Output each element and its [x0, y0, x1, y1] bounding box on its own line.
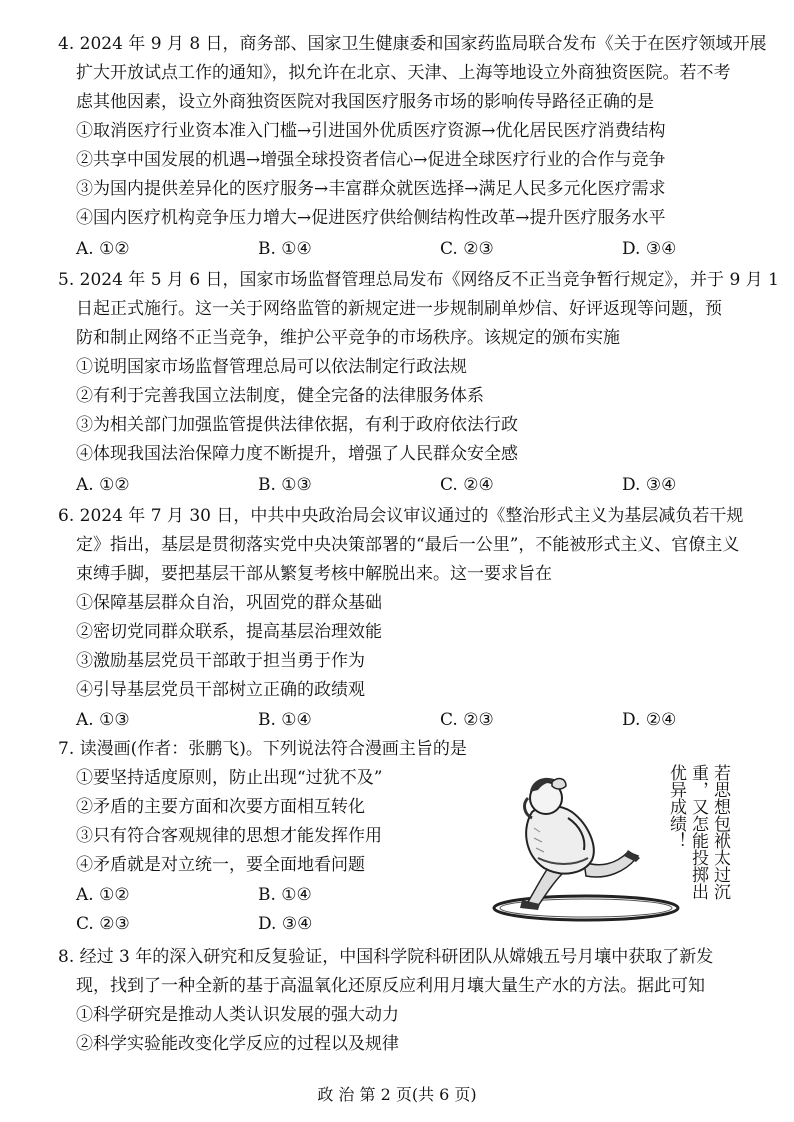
- q4-choice-b: B. ①④: [258, 239, 312, 259]
- q7-choice-d: D. ③④: [258, 914, 313, 934]
- q8-option-2: ②科学实验能改变化学反应的过程以及规律: [76, 1034, 399, 1054]
- q4-line-1: 4. 2024 年 9 月 8 日，商务部、国家卫生健康委和国家药监局联合发布《关于在医疗领域开展: [58, 34, 767, 54]
- q4-choice-d: D. ③④: [622, 239, 677, 259]
- q7-option-4: ④矛盾就是对立统一，要全面地看问题: [76, 855, 365, 875]
- q4-line-2: 扩大开放试点工作的通知》，拟允许在北京、天津、上海等地设立外商独资医院。若不考: [76, 63, 731, 83]
- q6-option-3: ③激励基层党员干部敢于担当勇于作为: [76, 651, 365, 671]
- q6-line-2: 定》指出，基层是贯彻落实党中央决策部署的“最后一公里”，不能被形式主义、官僚主义: [76, 535, 740, 555]
- q4-option-3: ③为国内提供差异化的医疗服务→丰富群众就医选择→满足人民多元化医疗需求: [76, 179, 666, 199]
- q4-choice-a: A. ①②: [76, 239, 130, 259]
- q7-choice-b: B. ①④: [258, 885, 312, 905]
- q5-option-3: ③为相关部门加强监管提供法律依据，有利于政府依法行政: [76, 415, 518, 435]
- q7-option-2: ②矛盾的主要方面和次要方面相互转化: [76, 797, 365, 817]
- q8-option-1: ①科学研究是推动人类认识发展的强大动力: [76, 1005, 399, 1025]
- q6-line-1: 6. 2024 年 7 月 30 日，中共中央政治局会议审议通过的《整治形式主义为基层减负若干规: [58, 506, 744, 526]
- cartoon-caption-col-3: 优异成绩！: [666, 764, 686, 849]
- q5-line-1: 5. 2024 年 5 月 6 日，国家市场监督管理总局发布《网络反不正当竞争暂行规定》，并于 9 月 1: [58, 270, 779, 290]
- q7-line-1: 7. 读漫画(作者：张鹏飞)。下列说法符合漫画主旨的是: [58, 739, 467, 759]
- cartoon-caption-col-2: 重，又怎能投掷出: [688, 764, 708, 900]
- q4-line-3: 虑其他因素，设立外商独资医院对我国医疗服务市场的影响传导路径正确的是: [76, 92, 654, 112]
- q7-choice-c: C. ②③: [76, 914, 130, 934]
- q7-choice-a: A. ①②: [76, 885, 130, 905]
- q4-choice-c: C. ②③: [440, 239, 494, 259]
- q7-option-3: ③只有符合客观规律的思想才能发挥作用: [76, 826, 382, 846]
- q5-line-3: 防和制止网络不正当竞争，维护公平竞争的市场秩序。该规定的颁布实施: [76, 328, 620, 348]
- q6-option-4: ④引导基层党员干部树立正确的政绩观: [76, 680, 365, 700]
- q6-line-3: 束缚手脚，要把基层干部从繁复考核中解脱出来。这一要求旨在: [76, 564, 552, 584]
- q5-option-4: ④体现我国法治保障力度不断提升，增强了人民群众安全感: [76, 444, 518, 464]
- q8-line-1: 8. 经过 3 年的深入研究和反复验证，中国科学院科研团队从嫦娥五号月壤中获取了新发: [58, 947, 714, 967]
- q6-option-1: ①保障基层群众自治，巩固党的群众基础: [76, 593, 382, 613]
- q4-option-2: ②共享中国发展的机遇→增强全球投资者信心→促进全球医疗行业的合作与竞争: [76, 150, 666, 170]
- q8-line-2: 现，找到了一种全新的基于高温氧化还原反应利用月壤大量生产水的方法。据此可知: [76, 976, 705, 996]
- q6-choice-d: D. ②④: [622, 710, 677, 730]
- q5-line-2: 日起正式施行。这一关于网络监管的新规定进一步规制刷单炒信、好评返现等问题，预: [76, 299, 722, 319]
- q5-choice-d: D. ③④: [622, 475, 677, 495]
- q5-option-1: ①说明国家市场监督管理总局可以依法制定行政法规: [76, 357, 467, 377]
- q6-choice-c: C. ②③: [440, 710, 494, 730]
- q6-option-2: ②密切党同群众联系，提高基层治理效能: [76, 622, 382, 642]
- q7-option-1: ①要坚持适度原则，防止出现“过犹不及”: [76, 768, 383, 788]
- q4-option-4: ④国内医疗机构竞争压力增大→促进医疗供给侧结构性改革→提升医疗服务水平: [76, 208, 666, 228]
- q5-option-2: ②有利于完善我国立法制度，健全完备的法律服务体系: [76, 386, 484, 406]
- q6-choice-a: A. ①③: [76, 710, 130, 730]
- q5-choice-c: C. ②④: [440, 475, 494, 495]
- q4-option-1: ①取消医疗行业资本准入门槛→引进国外优质医疗资源→优化居民医疗消费结构: [76, 121, 666, 141]
- q6-choice-b: B. ①④: [258, 710, 312, 730]
- q5-choice-b: B. ①③: [258, 475, 312, 495]
- cartoon-caption-col-1: 若思想包袱太过沉: [710, 764, 730, 900]
- page-footer: 政 治 第 2 页(共 6 页): [317, 1085, 477, 1104]
- cartoon-illustration: [488, 764, 738, 928]
- q5-choice-a: A. ①②: [76, 475, 130, 495]
